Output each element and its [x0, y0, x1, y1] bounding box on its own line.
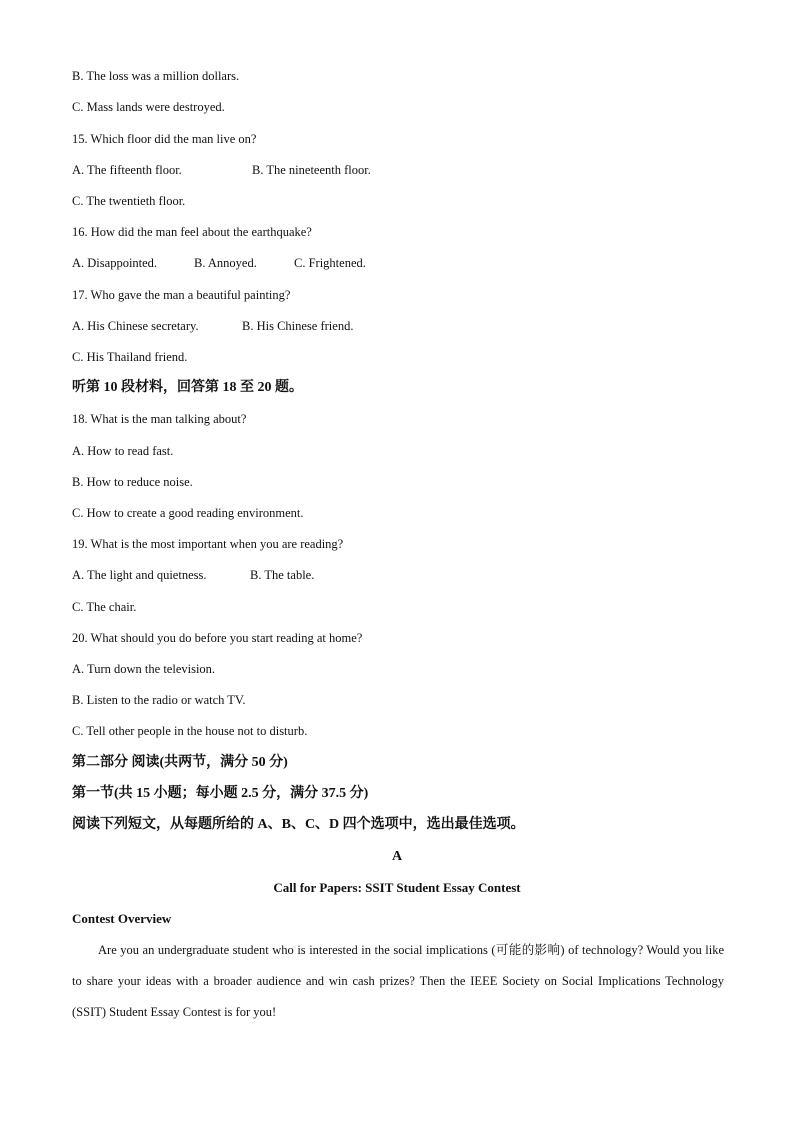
question-18: 18. What is the man talking about? [72, 412, 247, 426]
option-14c: C. Mass lands were destroyed. [72, 100, 225, 114]
contest-overview-paragraph: Are you an undergraduate student who is interested in the social implications (可能的影响) of technology? Would you like to share your ideas with a broader audience and win cash prizes? Then the IEEE Society on Social Implications Technology (SSIT) Student Essay Contest is for you! [72, 943, 724, 1019]
reading-instructions: 阅读下列短文，从每题所给的 A、B、C、D 四个选项中，选出最佳选项。 [72, 817, 525, 832]
question-19: 19. What is the most important when you are reading? [72, 537, 344, 551]
option-20a: A. Turn down the television. [72, 662, 216, 676]
question-20: 20. What should you do before you start reading at home? [72, 631, 363, 645]
option-20b: B. Listen to the radio or watch TV. [72, 693, 246, 707]
question-17: 17. Who gave the man a beautiful painting? [72, 288, 291, 302]
section-1-heading: 第一节(共 15 小题；每小题 2.5 分，满分 37.5 分) [72, 786, 369, 801]
option-17c: C. His Thailand friend. [72, 350, 188, 364]
options-16 [72, 255, 366, 271]
question-15: 15. Which floor did the man live on? [72, 132, 257, 146]
option-17b: B. His Chinese friend. [242, 319, 354, 333]
options-15 [72, 162, 371, 178]
option-14b: B. The loss was a million dollars. [72, 69, 240, 83]
part-2-heading: 第二部分 阅读(共两节，满分 50 分) [72, 755, 288, 770]
option-15b: B. The nineteenth floor. [252, 163, 371, 177]
option-19c: C. The chair. [72, 600, 137, 614]
option-16a: A. Disappointed. [72, 256, 158, 270]
option-17a: A. His Chinese secretary. [72, 319, 199, 333]
contest-overview-heading: Contest Overview [72, 911, 172, 926]
option-18a: A. How to read fast. [72, 444, 174, 458]
option-18b: B. How to reduce noise. [72, 475, 193, 489]
option-16c: C. Frightened. [294, 256, 366, 270]
option-18c: C. How to create a good reading environment. [72, 506, 304, 520]
question-16: 16. How did the man feel about the earthquake? [72, 225, 312, 239]
passage-title: Call for Papers: SSIT Student Essay Contest [273, 880, 521, 895]
section-10-heading: 听第 10 段材料，回答第 18 至 20 题。 [72, 380, 303, 395]
option-15c: C. The twentieth floor. [72, 194, 186, 208]
option-16b: B. Annoyed. [194, 256, 257, 270]
options-17 [72, 318, 353, 334]
option-20c: C. Tell other people in the house not to disturb. [72, 724, 308, 738]
options-19 [72, 567, 314, 583]
option-19a: A. The light and quietness. [72, 568, 207, 582]
option-15a: A. The fifteenth floor. [72, 163, 182, 177]
option-19b: B. The table. [250, 568, 315, 582]
passage-letter: A [391, 849, 403, 864]
